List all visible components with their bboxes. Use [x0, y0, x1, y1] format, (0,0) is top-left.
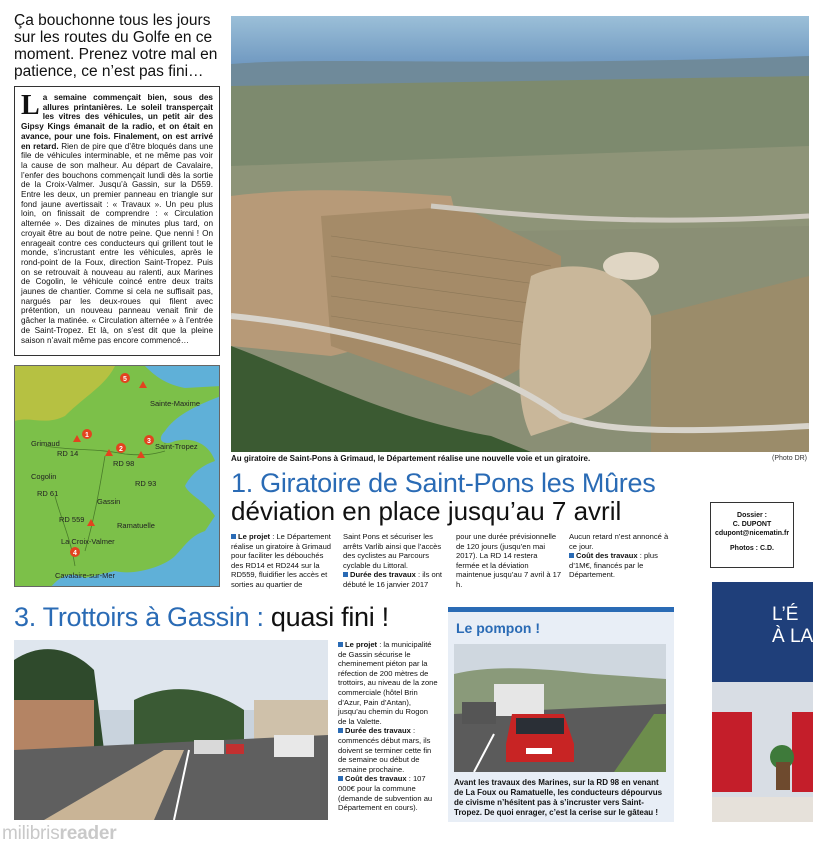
dossier-author: C. DUPONT	[732, 521, 772, 528]
dossier-email: cdupont@nicematin.fr	[714, 530, 790, 537]
map-label-rd93: RD 93	[135, 479, 157, 488]
aerial-roundabout-photo	[231, 16, 809, 452]
ad-text-line2: À LA	[772, 626, 813, 647]
pompon-title: Le pompon !	[456, 620, 540, 636]
article1-subtitle: déviation en place jusqu’au 7 avril	[231, 496, 622, 526]
pompon-text: Avant les travaux des Marines, sur la RD 98 en venant de La Foux ou Ramatuelle, les conducteurs dépourvus de civisme n’hésitent pas à s’incruster vers Saint-Tropez. De quoi enrager, c’est la cerise sur le gâteau !	[454, 778, 663, 817]
pompon-box	[448, 607, 674, 822]
map-label-la-croix-valmer: La Croix-Valmer	[61, 537, 115, 546]
dossier-label: Dossier :	[737, 512, 767, 519]
editorial-lead: a semaine commençait bien, sous des allures printanières. Le soleil transperçait les vitres des véhicules, un petit air des Gipsy Kings émanait de la radio, et on était en avance, pour une fois. Finalement, on est arrivé en retard.	[21, 93, 213, 151]
map-marker-5: 5	[123, 376, 127, 383]
advertisement[interactable]	[712, 582, 813, 822]
article3-duration-text: : commencés début mars, ils doivent se terminer cette fin de semaine ou début de semaine prochaine.	[338, 726, 432, 774]
article1-duration-text: : ils ont débuté le 16 janvier 2017	[343, 570, 443, 589]
article1-col4	[569, 532, 675, 580]
traffic-photo	[454, 644, 666, 772]
editorial-box	[14, 86, 220, 356]
article1-duration-label: Durée des travaux	[350, 570, 416, 580]
article3-title-black: quasi fini !	[270, 602, 389, 632]
article1-project-text: : Le Département réalise un giratoire à Grimaud pour faciliter les débouchés des RD14 et RD244 sur la RD559, fluidifier les accès et sorties au quartier de	[231, 532, 332, 589]
dossier-box	[710, 502, 794, 568]
watermark-light: milibris	[2, 823, 60, 844]
map-label-gassin: Gassin	[97, 497, 121, 506]
article1-col4-text: Aucun retard n’est annoncé à ce jour.	[569, 532, 669, 551]
map-label-grimaud: Grimaud	[31, 439, 60, 448]
map-label-rd98: RD 98	[113, 459, 135, 468]
map-marker-3: 3	[147, 438, 151, 445]
article3-duration-label: Durée des travaux	[345, 726, 411, 736]
gulf-map	[14, 365, 220, 587]
article1-title: 1. Giratoire de Saint-Pons les Mûres	[231, 468, 656, 498]
watermark-bold: reader	[59, 823, 117, 844]
gassin-street-photo	[14, 640, 328, 820]
editorial-body: Rien de pire que d’être bloqués dans une file de véhicules interminable, et ne même pas voir la cause de son malheur. Au départ de Cavalaire, l’enfer des bouchons commençait lundi dès la sortie de la Croix-Valmer. Jusqu’à Gassin, sur la D559. Entre les deux, un premier panneau en triangle sur fond jaune avertissait : « Travaux ». Un peu plus loin, on finissait de comprendre : « Circulation alternée ». Des dizaines de minutes plus tard, on croyait être au bout de notre peine. Que nenni ! On enrageait contre ces conducteurs qui grillent tout le monde, s’incrustant entre les véhicules, après le rond-point de la Foux, direction Saint-Tropez. Puis on se retrouvait à nouveau au ralenti, aux Marines de Cogolin, le véhicule coincé entre deux traits jaunes de chantier. Comme si cela ne suffisait pas, nargués par les deux-roues qui filent avec prétention, un nouveau panneau venait finir de gâcher la matinée. « Circulation alternée » à l’entrée de Saint-Tropez. Et là, on s’est dit que la pleine saison n’avait même pas encore commencé…	[21, 141, 213, 345]
photo-caption: Au giratoire de Saint-Pons à Grimaud, le Département réalise une nouvelle voie et un giratoire.	[231, 454, 591, 463]
article1-cost-text: : plus d’1M€, financés par le Département.	[569, 551, 658, 580]
map-label-cavalaire: Cavalaire-sur-Mer	[55, 571, 116, 580]
map-label-cogolin: Cogolin	[31, 472, 57, 481]
article1-col1	[231, 532, 337, 590]
article3-cost-label: Coût des travaux	[345, 774, 407, 784]
article3-project-text: : la municipalité de Gassin sécurise le cheminement piéton par la réfection de 200 mètres de trottoirs, au niveau de la zone commerciale (hôtel Brin d’Azur, Pain d’Antan), jusqu’au chemin du Rogon de la Valette.	[338, 640, 438, 726]
photo-credit: (Photo DR)	[772, 455, 808, 462]
dossier-photos: Photos : C.D.	[730, 545, 774, 552]
article3-title-blue: 3. Trottoirs à Gassin :	[14, 602, 264, 632]
map-marker-2: 2	[119, 446, 123, 453]
article1-project-label: Le projet	[238, 532, 271, 541]
map-marker-1: 1	[85, 432, 89, 439]
article3-title	[14, 602, 389, 633]
dropcap: L	[21, 90, 40, 121]
map-label-sainte-maxime: Sainte-Maxime	[150, 399, 201, 408]
article3-cost-text: : 107 000€ pour la commune (demande de subvention au Département en cours).	[338, 774, 433, 813]
article1-col3: pour une durée prévisionnelle de 120 jours (jusqu’en mai 2017). La RD 14 restera fermée et la déviation maintenue jusqu’au 7 avril à 17 h.	[456, 532, 562, 589]
article1-col2	[343, 532, 449, 590]
reader-watermark	[2, 823, 116, 845]
map-label-ramatuelle: Ramatuelle	[117, 521, 155, 530]
article1-col2-text: Saint Pons et sécuriser les arrêts Varlib ainsi que l’accès des cyclistes au Parcours cyclable du Littoral.	[343, 532, 442, 570]
map-label-saint-tropez: Saint-Tropez	[155, 442, 198, 451]
intro-text: Ça bouchonne tous les jours sur les routes du Golfe en ce moment. Prenez votre mal en patience, ce n’est pas fini…	[14, 12, 218, 80]
map-marker-4: 4	[73, 550, 77, 557]
article3-project-label: Le projet	[345, 640, 378, 649]
article1-cost-label: Coût des travaux	[576, 551, 638, 561]
map-label-rd61: RD 61	[37, 489, 59, 498]
map-label-rd559: RD 559	[59, 515, 85, 524]
map-label-rd14: RD 14	[57, 449, 79, 458]
ad-text-line1: L’É	[772, 604, 799, 625]
article3-text	[338, 640, 438, 813]
